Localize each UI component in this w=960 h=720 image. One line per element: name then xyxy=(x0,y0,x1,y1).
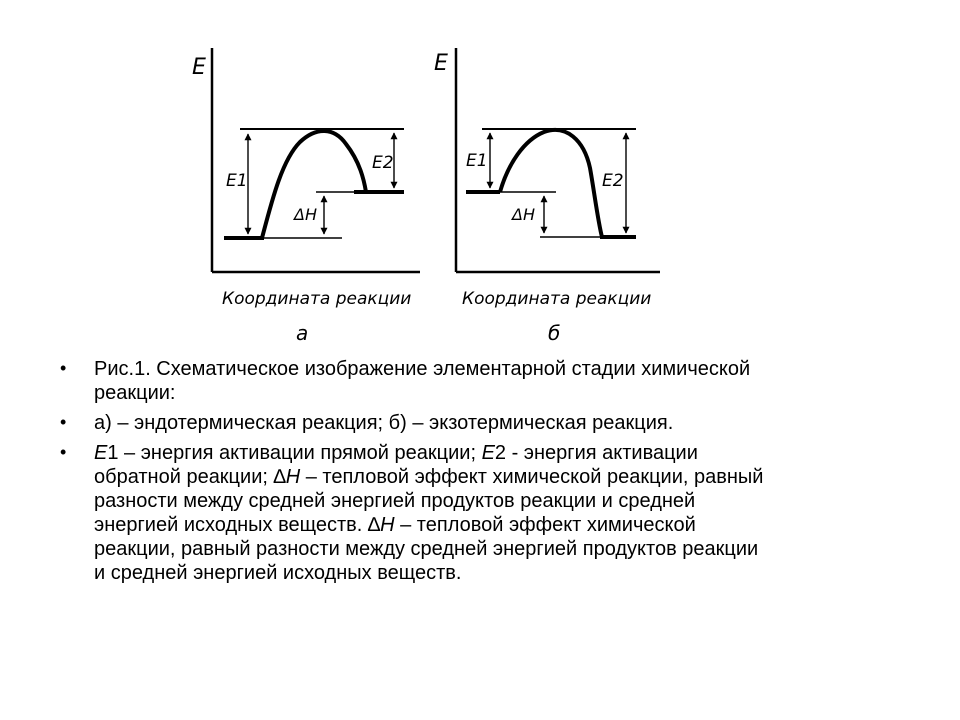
caption-line: Рис.1. Схематическое изображение элементарной стадии химической xyxy=(94,358,751,380)
caption-bullet-list xyxy=(60,357,910,591)
caption-fragment: 1 – энергия активации прямой реакции; xyxy=(107,442,482,464)
caption-bullet-figure-title xyxy=(60,357,910,405)
caption-fragment: энергией исходных веществ. ∆ xyxy=(94,514,381,536)
diagram-b xyxy=(434,48,660,345)
bullet-dot-icon: • xyxy=(60,358,67,378)
symbol-h: Н xyxy=(380,514,395,536)
diagram-b-panel-letter: б xyxy=(548,321,561,345)
diagram-b-e2-label: E2 xyxy=(602,171,624,191)
symbol-e: Е xyxy=(481,442,495,464)
caption-line: разности между средней энергией продуктов реакции и средней xyxy=(94,490,696,512)
caption-line: и средней энергией исходных веществ. xyxy=(94,562,462,584)
caption-line xyxy=(94,441,910,465)
caption-fragment: – тепловой эффект химической реакции, равный xyxy=(300,466,764,488)
symbol-e: Е xyxy=(94,442,108,464)
caption-line: а) – эндотермическая реакция; б) – экзотермическая реакция. xyxy=(94,412,674,434)
caption-line xyxy=(94,513,910,537)
diagram-b-dh-label: ΔH xyxy=(512,205,535,224)
diagram-a-axis-label: E xyxy=(192,55,206,80)
caption-line: реакции: xyxy=(94,382,176,404)
caption-bullet-definitions xyxy=(60,441,910,585)
bullet-dot-icon: • xyxy=(60,412,67,432)
caption-line xyxy=(94,465,910,489)
caption-fragment: 2 - энергия активации xyxy=(494,442,698,464)
diagram-b-x-caption: Координата реакции xyxy=(462,289,652,309)
bullet-dot-icon: • xyxy=(60,442,67,462)
caption-line: реакции, равный разности между средней энергией продуктов реакции xyxy=(94,538,759,560)
caption-fragment: – тепловой эффект химической xyxy=(394,514,696,536)
diagram-a-dh-label: ΔH xyxy=(294,205,317,224)
caption-fragment: обратной реакции; ∆ xyxy=(94,466,286,488)
symbol-h: Н xyxy=(285,466,301,488)
diagram-b-e1-label: E1 xyxy=(466,151,488,171)
diagram-a-x-caption: Координата реакции xyxy=(222,289,412,309)
diagram-a-e2-label: E2 xyxy=(372,153,394,173)
diagram-b-axis-label: E xyxy=(434,51,448,76)
diagram-a-e1-label: E1 xyxy=(226,171,248,191)
diagram-a-panel-letter: а xyxy=(296,321,309,345)
caption-bullet-panels xyxy=(60,411,910,435)
diagram-a xyxy=(192,48,420,345)
